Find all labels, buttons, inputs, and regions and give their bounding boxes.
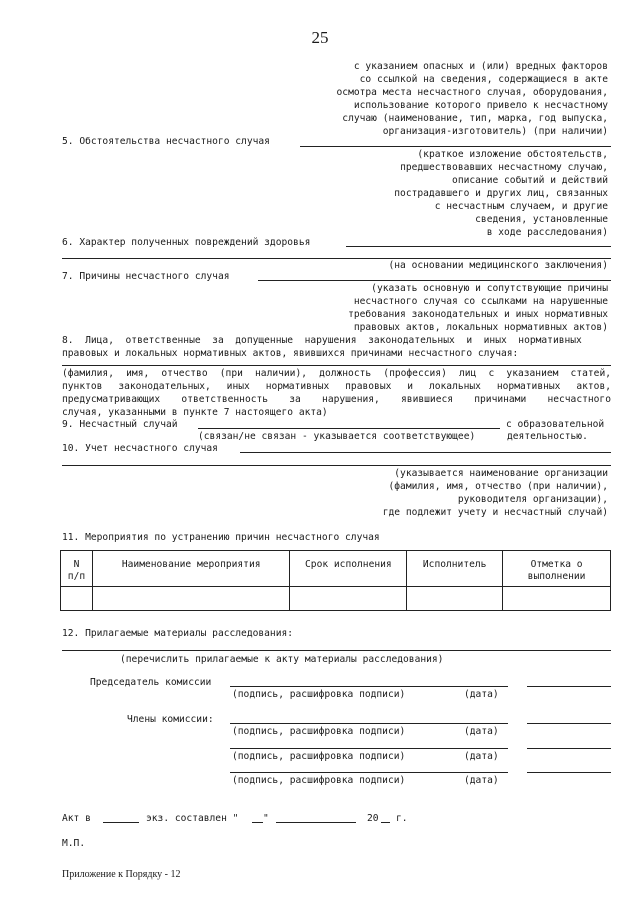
member1-date-line[interactable]	[527, 723, 611, 724]
item4-caption-4: использование которого привело к несчастному	[353, 100, 608, 111]
act-copies-line[interactable]	[103, 822, 139, 823]
measures-table-row	[61, 587, 611, 611]
cell-executor[interactable]	[407, 587, 503, 611]
item10-caption-3: руководителя организации),	[457, 494, 608, 505]
item5-caption-7: в ходе расследования)	[486, 227, 608, 238]
member3-date-caption: (дата)	[464, 775, 499, 786]
member2-sign-line[interactable]	[230, 748, 508, 749]
member3-date-line[interactable]	[527, 772, 611, 773]
item5-caption-5: с несчастным случаем, и другие	[434, 201, 608, 212]
item7-label: 7. Причины несчастного случая	[62, 271, 230, 282]
item8-fill-line[interactable]	[62, 365, 611, 366]
col-header-executor: Исполнитель	[407, 551, 503, 587]
item9-caption: (связан/не связан - указывается соответствующее)	[198, 431, 476, 442]
members-label: Члены комиссии:	[127, 714, 214, 725]
page-number: 25	[311, 28, 329, 47]
item8-caption-3: предусматривающих ответственность за нарушения, явившиеся причинами несчастного	[62, 394, 611, 405]
member3-sign-line[interactable]	[230, 772, 508, 773]
item6-label: 6. Характер полученных повреждений здоровья	[62, 237, 311, 248]
item10-fill-line[interactable]	[240, 452, 611, 453]
item4-caption-1: с указанием опасных и (или) вредных факторов	[353, 61, 608, 72]
item5-caption-1: (краткое изложение обстоятельств,	[417, 149, 608, 160]
act-quote-close: "	[263, 813, 269, 824]
item7-fill-line[interactable]	[258, 280, 611, 281]
col-header-number: N п/п	[61, 551, 93, 587]
item4-caption-2: со ссылкой на сведения, содержащиеся в акте	[359, 74, 608, 85]
item6-fill-line[interactable]	[346, 246, 611, 247]
measures-table-header-row	[61, 551, 611, 587]
item4-caption-6: организация-изготовитель) (при наличии)	[382, 126, 608, 137]
item5-label: 5. Обстоятельства несчастного случая	[62, 136, 270, 147]
item12-fill-line[interactable]	[62, 650, 611, 651]
member2-date-caption: (дата)	[464, 751, 499, 762]
act-prefix: Акт в	[62, 813, 91, 824]
item8-line-1: 8. Лица, ответственные за допущенные нарушения законодательных и иных нормативных	[62, 335, 582, 346]
col-header-mark: Отметка о выполнении	[503, 551, 611, 587]
cell-deadline[interactable]	[290, 587, 407, 611]
member1-sign-line[interactable]	[230, 723, 508, 724]
item9-label: 9. Несчастный случай	[62, 419, 178, 430]
item4-caption-5: случаю (наименование, тип, марка, год выпуска,	[342, 113, 608, 124]
item7-caption-1: (указать основную и сопутствующие причины	[371, 283, 608, 294]
chairman-sign-line[interactable]	[230, 686, 508, 687]
item5-caption-4: пострадавшего и других лиц, связанных	[394, 188, 608, 199]
cell-number[interactable]	[61, 587, 93, 611]
item5-caption-3: описание событий и действий	[452, 175, 608, 186]
item9-suffix: с образовательной	[506, 419, 605, 430]
act-copies-text: экз. составлен "	[146, 813, 239, 824]
member2-date-line[interactable]	[527, 748, 611, 749]
member1-date-caption: (дата)	[464, 726, 499, 737]
footer-note: Приложение к Порядку - 12	[62, 869, 181, 880]
item7-caption-3: требования законодательных и иных нормативных	[348, 309, 608, 320]
chairman-label: Председатель комиссии	[90, 677, 212, 688]
item12-label: 12. Прилагаемые материалы расследования:	[62, 628, 294, 639]
act-day-line[interactable]	[252, 822, 263, 823]
chairman-sign-caption: (подпись, расшифровка подписи)	[232, 689, 406, 700]
item6-caption: (на основании медицинского заключения)	[388, 260, 608, 271]
item5-fill-line[interactable]	[300, 146, 611, 147]
item8-caption-1: (фамилия, имя, отчество (при наличии), должность (профессия) лиц с указанием статей,	[62, 368, 611, 379]
member1-sign-caption: (подпись, расшифровка подписи)	[232, 726, 406, 737]
member3-sign-caption: (подпись, расшифровка подписи)	[232, 775, 406, 786]
act-month-line[interactable]	[276, 822, 356, 823]
col-header-measure: Наименование мероприятия	[92, 551, 290, 587]
member2-sign-caption: (подпись, расшифровка подписи)	[232, 751, 406, 762]
stamp-placeholder: М.П.	[62, 838, 86, 849]
act-year-line[interactable]	[381, 822, 390, 823]
item8-caption-2: пунктов законодательных, иных нормативных правовых и локальных нормативных актов,	[62, 381, 611, 392]
measures-table	[60, 550, 611, 611]
chairman-date-line[interactable]	[527, 686, 611, 687]
act-year-prefix: 20	[367, 813, 379, 824]
item11-label: 11. Мероприятия по устранению причин несчастного случая	[62, 532, 380, 543]
item9-fill-line[interactable]	[198, 428, 500, 429]
item8-caption-4: случая, указанными в пункте 7 настоящего акта)	[62, 407, 328, 418]
cell-measure[interactable]	[92, 587, 290, 611]
item4-caption-3: осмотра места несчастного случая, оборудования,	[336, 87, 608, 98]
chairman-date-caption: (дата)	[464, 689, 499, 700]
item5-caption-6: сведения, установленные	[475, 214, 608, 225]
item10-caption-2: (фамилия, имя, отчество (при наличии),	[388, 481, 608, 492]
item5-caption-2: предшествовавших несчастному случаю,	[400, 162, 608, 173]
act-year-suffix: г.	[396, 813, 408, 824]
item9-tail: деятельностью.	[507, 431, 588, 442]
item10-caption-4: где подлежит учету и несчастный случай)	[382, 507, 608, 518]
item7-caption-4: правовых актов, локальных нормативных актов)	[353, 322, 608, 333]
col-header-deadline: Срок исполнения	[290, 551, 407, 587]
item10-label: 10. Учет несчастного случая	[62, 443, 218, 454]
item10-fill-line-2[interactable]	[62, 465, 611, 466]
cell-mark[interactable]	[503, 587, 611, 611]
item10-caption-1: (указывается наименование организации	[394, 468, 608, 479]
item7-caption-2: несчастного случая со ссылками на нарушенные	[353, 296, 608, 307]
item8-line-2: правовых и локальных нормативных актов, явившихся причинами несчастного случая:	[62, 348, 519, 359]
item12-caption: (перечислить прилагаемые к акту материалы расследования)	[120, 654, 444, 665]
